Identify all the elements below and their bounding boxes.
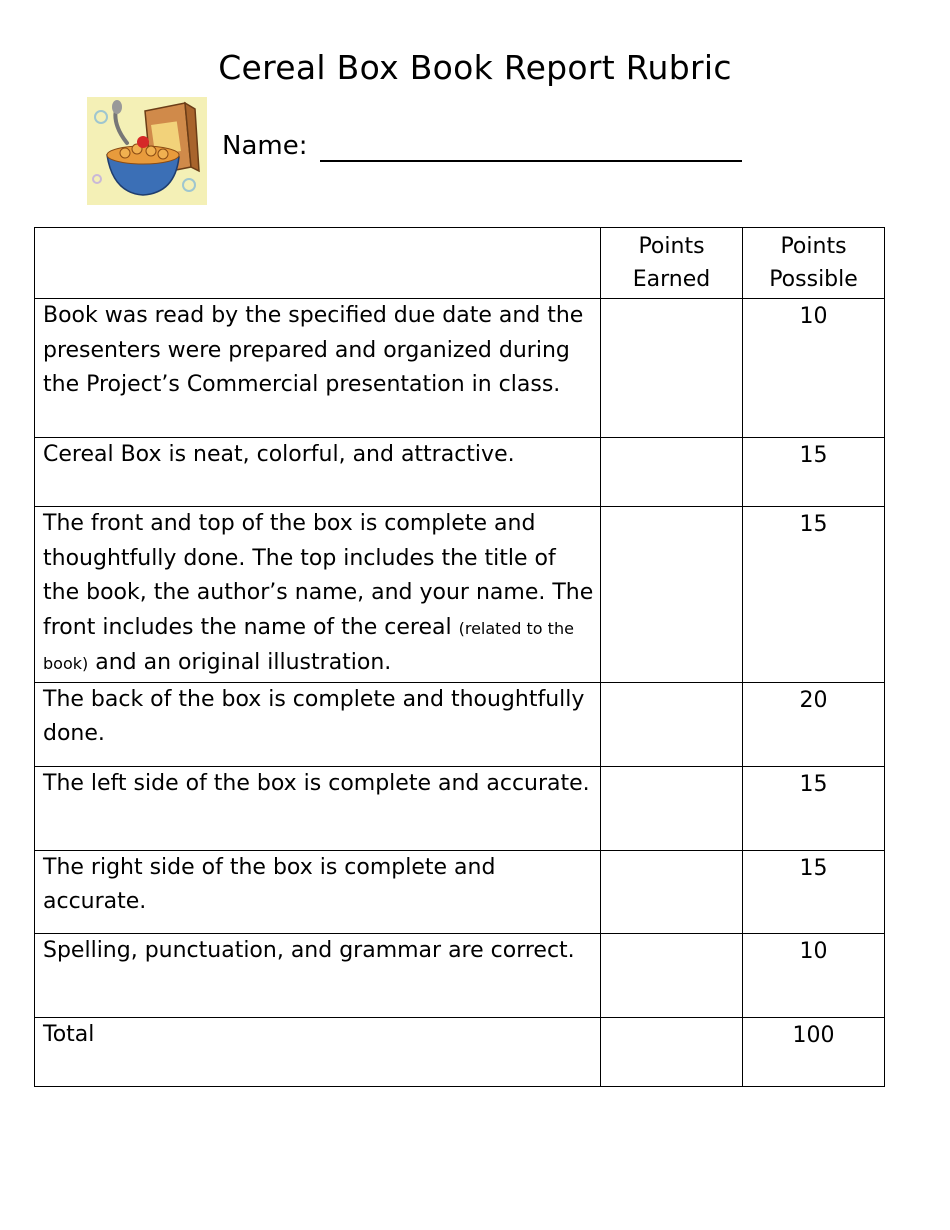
- points-earned-cell[interactable]: [601, 682, 743, 766]
- header-points-possible: Points Possible: [743, 228, 885, 299]
- points-possible-cell: 15: [743, 766, 885, 850]
- total-earned-cell[interactable]: [601, 1017, 743, 1086]
- table-header-row: [35, 228, 885, 299]
- table-row-total: [35, 1017, 885, 1086]
- points-possible-cell: 15: [743, 438, 885, 507]
- table-row: [35, 507, 885, 683]
- points-earned-cell[interactable]: [601, 507, 743, 683]
- total-label-cell: Total: [35, 1017, 601, 1086]
- header-criteria: [35, 228, 601, 299]
- points-possible-cell: 15: [743, 850, 885, 933]
- table-row: [35, 299, 885, 438]
- points-earned-cell[interactable]: [601, 933, 743, 1017]
- points-earned-cell[interactable]: [601, 438, 743, 507]
- points-earned-cell[interactable]: [601, 299, 743, 438]
- points-possible-cell: 15: [743, 507, 885, 683]
- name-field[interactable]: [320, 160, 742, 162]
- criterion-cell: Book was read by the specified due date and the presenters were prepared and organized during the Project’s Commercial presentation in class.: [35, 299, 601, 438]
- page-title: Cereal Box Book Report Rubric: [218, 48, 732, 87]
- criterion-cell: Cereal Box is neat, colorful, and attractive.: [35, 438, 601, 507]
- points-earned-cell[interactable]: [601, 850, 743, 933]
- criterion-cell: The right side of the box is complete and accurate.: [35, 850, 601, 933]
- cereal-bowl-and-box-icon: [87, 97, 207, 205]
- table-row: [35, 766, 885, 850]
- points-possible-cell: 10: [743, 299, 885, 438]
- total-possible-cell: 100: [743, 1017, 885, 1086]
- points-earned-cell[interactable]: [601, 766, 743, 850]
- table-row: [35, 850, 885, 933]
- header-points-earned: Points Earned: [601, 228, 743, 299]
- criterion-cell: The left side of the box is complete and accurate.: [35, 766, 601, 850]
- points-possible-cell: 10: [743, 933, 885, 1017]
- name-label: Name:: [222, 131, 308, 161]
- table-row: [35, 682, 885, 766]
- table-row: [35, 438, 885, 507]
- points-possible-cell: 20: [743, 682, 885, 766]
- rubric-table: [34, 227, 885, 1087]
- criterion-cell: The front and top of the box is complete and thoughtfully done. The top includes the title of the book, the author’s name, and your name. The front includes the name of the cereal (related to the book) and an original illustration.: [35, 507, 601, 683]
- criterion-cell: Spelling, punctuation, and grammar are correct.: [35, 933, 601, 1017]
- criterion-cell: The back of the box is complete and thoughtfully done.: [35, 682, 601, 766]
- table-row: [35, 933, 885, 1017]
